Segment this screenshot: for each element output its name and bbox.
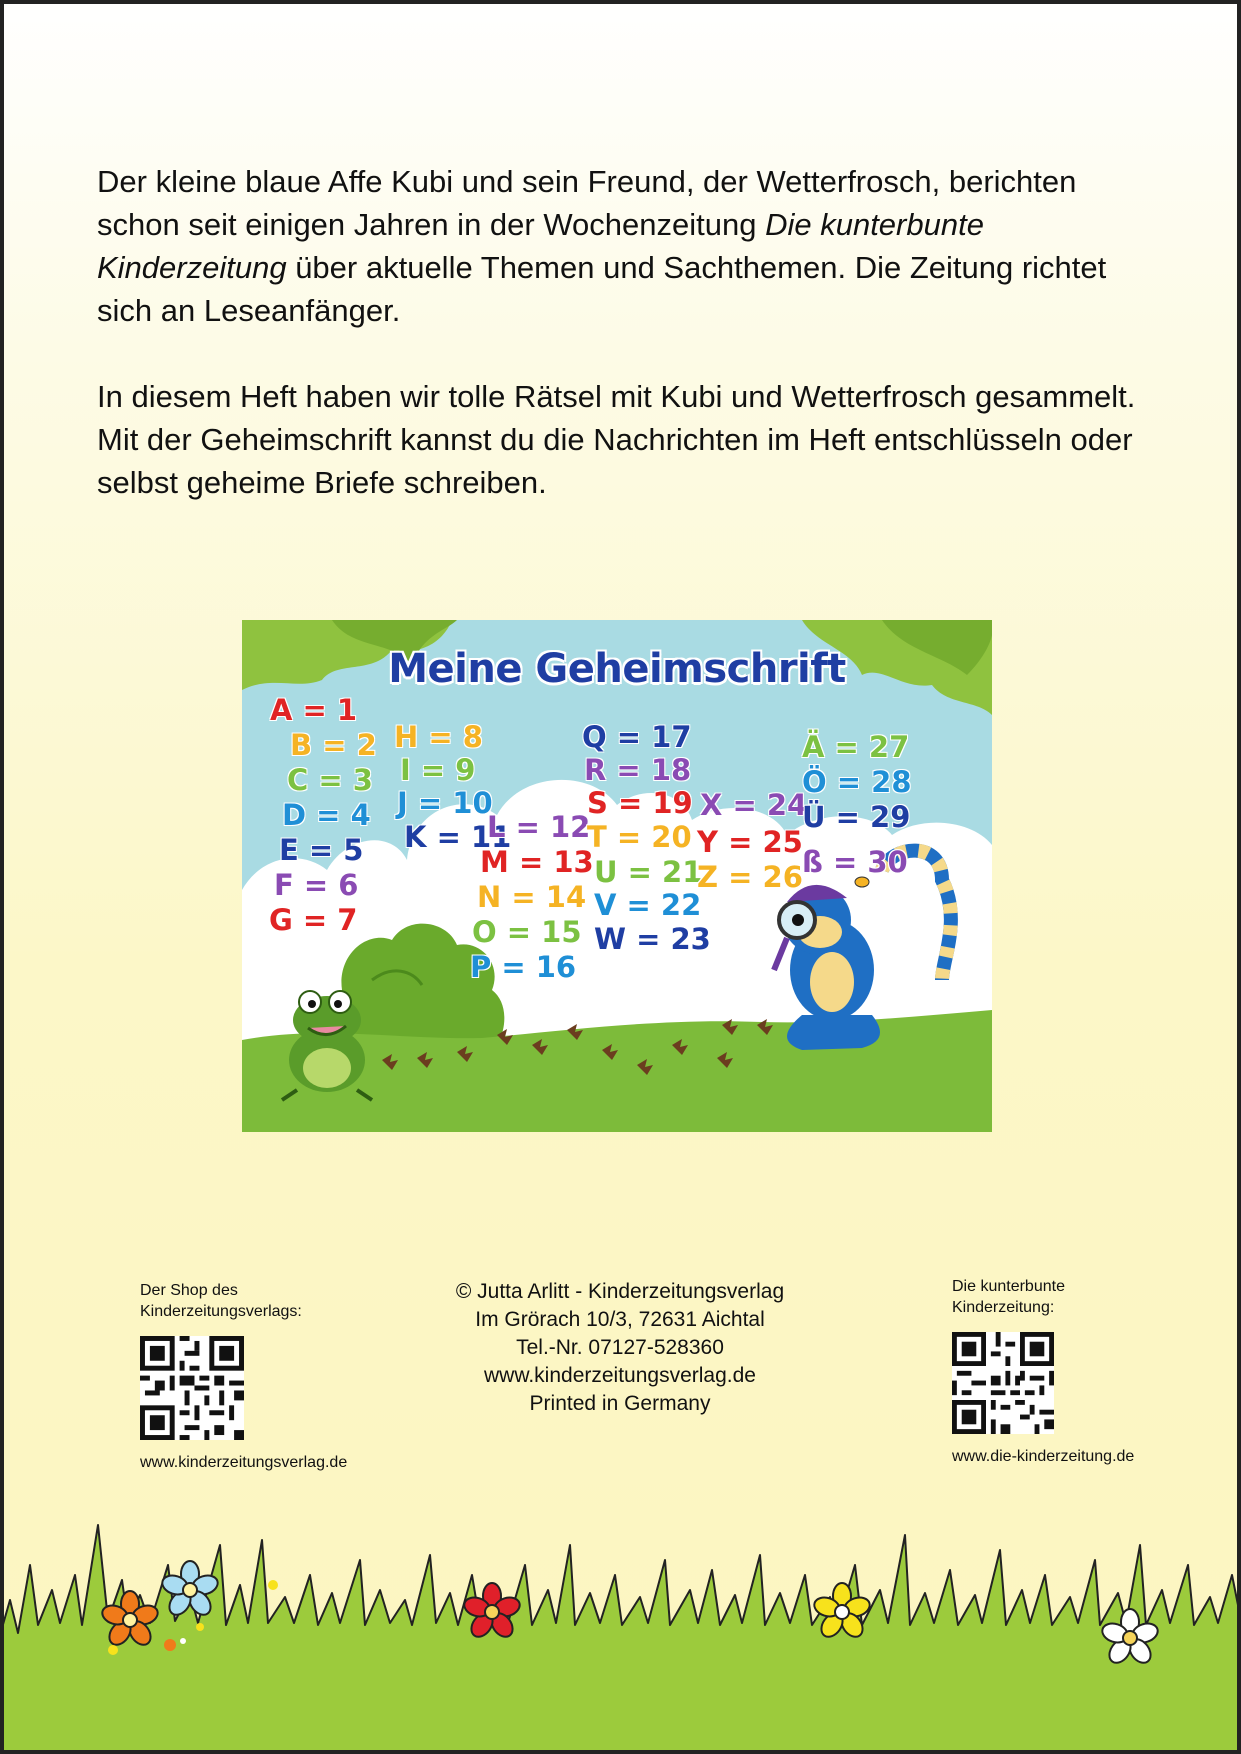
code-entry: L = 12 <box>487 810 591 844</box>
code-entry: T = 20 <box>587 820 692 854</box>
code-entry: Ä = 27 <box>802 730 910 764</box>
code-entry: G = 7 <box>269 903 358 937</box>
imprint <box>400 1278 840 1418</box>
shop-caption: Der Shop des Kinderzeitungsverlags: <box>140 1282 302 1320</box>
paper-caption: Die kunterbunte Kinderzeitung: <box>952 1278 1065 1316</box>
imprint-phone: Tel.-Nr. 07127-528360 <box>516 1336 724 1359</box>
code-entry: R = 18 <box>584 753 692 787</box>
paper-qr-code[interactable] <box>952 1332 1054 1434</box>
shop-qr-code[interactable] <box>140 1336 244 1440</box>
intro-paragraph-1 <box>97 160 1157 332</box>
code-entry: H = 8 <box>394 720 483 754</box>
code-entry: Y = 25 <box>697 825 803 859</box>
poster-title: Meine Geheimschrift <box>388 646 846 692</box>
paper-url[interactable]: www.die-kinderzeitung.de <box>952 1448 1135 1465</box>
code-entry: B = 2 <box>290 728 377 762</box>
secret-code-poster <box>242 620 992 1132</box>
code-entry: F = 6 <box>274 868 359 902</box>
code-entry: E = 5 <box>279 833 364 867</box>
newspaper-title: Die kunterbunte Kinderzeitung <box>97 207 984 285</box>
code-entry: N = 14 <box>477 880 587 914</box>
code-entry: S = 19 <box>587 786 693 820</box>
code-entry: ß = 30 <box>802 845 908 879</box>
paper-qr-block <box>952 1276 1192 1467</box>
code-entry: M = 13 <box>480 845 594 879</box>
intro-text <box>97 160 1157 547</box>
intro-p1-start: Der kleine blaue Affe Kubi und sein Freund, der Wetterfrosch, berichten schon seit einigen Jahren in der Wochenzeitung <box>97 164 1077 242</box>
code-entry: X = 24 <box>700 788 808 822</box>
code-entry: V = 22 <box>594 888 702 922</box>
code-entry: Ö = 28 <box>802 765 912 799</box>
code-entry: U = 21 <box>594 855 703 889</box>
intro-p1-end: über aktuelle Themen und Sachthemen. Die Zeitung richtet sich an Leseanfänger. <box>97 250 1107 328</box>
imprint-address: Im Grörach 10/3, 72631 Aichtal <box>475 1308 765 1331</box>
shop-url[interactable]: www.kinderzeitungsverlag.de <box>140 1454 348 1471</box>
code-entry: J = 10 <box>397 786 493 820</box>
imprint-website[interactable]: www.kinderzeitungsverlag.de <box>484 1364 756 1387</box>
code-entry: I = 9 <box>400 753 476 787</box>
imprint-printed: Printed in Germany <box>529 1392 711 1415</box>
code-entry: Q = 17 <box>582 720 692 754</box>
code-entry: Z = 26 <box>697 860 803 894</box>
code-entry: P = 16 <box>470 950 577 984</box>
meadow-illustration <box>0 1505 1241 1754</box>
code-entry: K = 11 <box>404 820 512 854</box>
code-entry: A = 1 <box>270 693 358 727</box>
code-entry: W = 23 <box>594 922 711 956</box>
shop-qr-block <box>140 1280 380 1473</box>
code-entry: C = 3 <box>287 763 373 797</box>
intro-paragraph-2: In diesem Heft haben wir tolle Rätsel mit Kubi und Wetterfrosch gesammelt. Mit der Geheimschrift kannst du die Nachrichten im Heft entschlüsseln oder selbst geheime Briefe schreiben. <box>97 379 1136 500</box>
code-entry: Ü = 29 <box>802 800 911 834</box>
code-entry: D = 4 <box>282 798 371 832</box>
imprint-copyright: © Jutta Arlitt - Kinderzeitungsverlag <box>455 1280 785 1303</box>
code-entry: O = 15 <box>472 915 582 949</box>
